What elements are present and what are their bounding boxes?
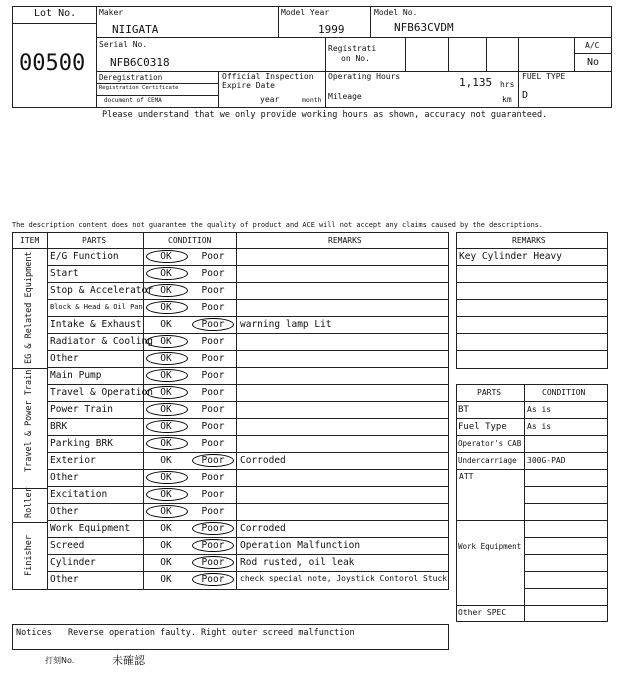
ok-option: OK [160,387,172,398]
notices-label: Notices [16,628,52,638]
mileage-label: Mileage [328,92,362,101]
poor-circle-mark [192,539,234,552]
month-label: month [302,96,322,104]
ok-circle-mark [146,403,188,416]
ok-circle-mark [146,352,188,365]
ok-circle-mark [146,471,188,484]
ok-option: OK [160,506,172,517]
right-part-label: BT [458,405,469,415]
part-label: Travel & Operation [50,387,153,398]
right-condition-value: As is [527,422,552,431]
right-part-label: Operator's CAB [458,439,522,448]
group-label-eg: EG & Related Equipment [24,251,34,364]
ok-option: OK [160,574,172,585]
group-label-finisher: Finisher [24,535,34,576]
poor-circle-mark [192,522,234,535]
ok-option: OK [160,557,172,568]
poor-circle-mark [192,318,234,331]
right-parts-header: PARTS [477,388,502,397]
remark-text: Corroded [240,523,286,534]
poor-option: Poor [201,472,225,483]
poor-option: Poor [201,557,225,568]
ok-circle-mark [146,335,188,348]
maker-value: NIIGATA [112,23,159,36]
ok-circle-mark [146,437,188,450]
part-label: Block & Head & Oil Pan [50,303,143,311]
inspection-label-1: Official Inspection [222,72,314,81]
poor-option: Poor [201,302,225,313]
ok-option: OK [160,336,172,347]
poor-option: Poor [201,506,225,517]
fuel-type-value: D [522,90,529,101]
poor-circle-mark [192,556,234,569]
right-remarks-header: REMARKS [512,236,546,245]
poor-option: Poor [201,370,225,381]
model-year-label: Model Year [281,8,330,17]
part-label: Power Train [50,404,113,415]
col-remarks-header: REMARKS [328,236,362,245]
part-label: Intake & Exhaust [50,319,142,330]
poor-option: Poor [201,268,225,279]
remark-text: Corroded [240,455,286,466]
hrs-label: hrs [500,80,515,89]
ok-option: OK [160,540,172,551]
group-label-roller: Roller [24,487,34,518]
right-part-label: Fuel Type [458,422,507,432]
ac-label: A/C [585,41,600,50]
poor-option: Poor [201,404,225,415]
remark-text: Rod rusted, oil leak [240,557,355,568]
poor-option: Poor [201,438,225,449]
ok-option: OK [160,302,172,313]
poor-option: Poor [201,387,225,398]
ok-option: OK [160,353,172,364]
part-label: Parking BRK [50,438,113,449]
part-label: E/G Function [50,251,119,262]
ok-circle-mark [146,420,188,433]
work-equipment-label: Work Equipment [458,542,522,551]
ok-option: OK [160,455,172,466]
ok-option: OK [160,370,172,381]
ok-option: OK [160,268,172,279]
poor-option: Poor [201,319,225,330]
ok-circle-mark [146,250,188,263]
model-year-value: 1999 [318,23,345,36]
poor-circle-mark [192,454,234,467]
ac-value: No [587,57,600,68]
poor-option: Poor [201,489,225,500]
ok-option: OK [160,285,172,296]
other-spec-label: Other SPEC [458,608,507,617]
remark-line: Key Cylinder Heavy [459,251,562,262]
ok-option: OK [160,523,172,534]
ok-option: OK [160,489,172,500]
ok-circle-mark [146,488,188,501]
right-condition-value: As is [527,405,552,414]
serial-value: NFB6C0318 [110,56,170,69]
part-label: Work Equipment [50,523,131,534]
remark-text: warning lamp Lit [240,319,332,330]
year-label: year [260,95,280,104]
registration-certificate-label: Registration Certificate [99,85,179,91]
ok-option: OK [160,404,172,415]
ok-option: OK [160,421,172,432]
part-label: Other [50,574,79,585]
col-parts-header: PARTS [82,236,107,245]
stamp-label: 打刻No. [45,656,75,665]
right-condition-value: 300G-PAD [527,456,566,465]
part-label: Other [50,472,79,483]
serial-label: Serial No. [99,40,148,49]
part-label: Screed [50,540,85,551]
disclaimer: The description content does not guarantee the quality of product and ACE will not accept any claims caused by the descriptions. [12,221,544,229]
poor-option: Poor [201,353,225,364]
ok-option: OK [160,319,172,330]
right-condition-header: CONDITION [542,388,586,397]
part-label: Excitation [50,489,108,500]
ok-circle-mark [146,505,188,518]
ok-option: OK [160,251,172,262]
ok-circle-mark [146,284,188,297]
ok-circle-mark [146,369,188,382]
poor-option: Poor [201,574,225,585]
poor-option: Poor [201,523,225,534]
notices-text: Reverse operation faulty. Right outer screed malfunction [68,628,355,638]
model-no-value: NFB63CVDM [394,21,454,34]
part-label: Exterior [50,455,96,466]
notice-line: Please understand that we only provide working hours as shown, accuracy not guaranteed. [102,110,548,120]
ok-circle-mark [146,267,188,280]
ok-option: OK [160,472,172,483]
part-label: Other [50,506,79,517]
cema-label: document of CEMA [104,97,162,104]
part-label: Main Pump [50,370,102,381]
right-part-label: Undercarriage [458,456,517,465]
lot-label: Lot No. [34,8,77,19]
km-label: km [502,95,512,104]
operating-hours-label: Operating Hours [328,72,401,81]
remark-text: Operation Malfunction [240,540,361,551]
ok-circle-mark [146,301,188,314]
poor-option: Poor [201,421,225,432]
att-label: ATT [459,472,474,481]
deregistration-label: Deregistration [99,73,163,82]
part-label: Radiator & Cooling [50,336,153,347]
stamp-value: 未確認 [112,654,145,667]
registration-label-1: Registrati [328,44,377,53]
group-label-travel: Travel & Power Train [24,369,34,472]
ok-option: OK [160,438,172,449]
maker-label: Maker [99,8,124,17]
col-item-header: ITEM [20,236,40,245]
remark-text: check special note, Joystick Contorol Stuck [240,574,448,583]
part-label: BRK [50,421,68,432]
operating-hours-value: 1,135 [459,76,493,89]
inspection-label-2: Expire Date [222,81,275,90]
part-label: Other [50,353,79,364]
registration-label-2: on No. [341,54,370,63]
poor-option: Poor [201,251,225,262]
poor-option: Poor [201,455,225,466]
poor-option: Poor [201,285,225,296]
ok-circle-mark [146,386,188,399]
part-label: Start [50,268,79,279]
poor-circle-mark [192,573,234,586]
fuel-type-label: FUEL TYPE [522,72,566,81]
model-no-label: Model No. [374,8,418,17]
poor-option: Poor [201,540,225,551]
poor-option: Poor [201,336,225,347]
part-label: Cylinder [50,557,96,568]
lot-value: 00500 [19,51,86,76]
col-condition-header: CONDITION [168,236,212,245]
part-label: Stop & Accelerator [50,285,153,296]
